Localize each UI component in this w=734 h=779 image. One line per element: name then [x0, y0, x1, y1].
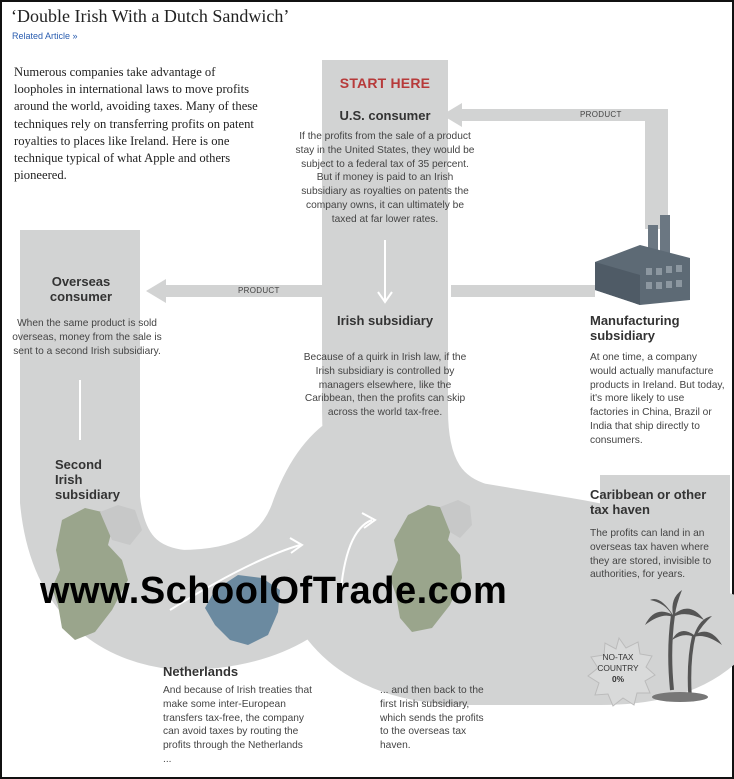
irish-subsidiary-body: Because of a quirk in Irish law, if the Irish subsidiary is controlled by managers elsewhere, like the Caribbean, then the profits can skip across the world tax-free. — [303, 352, 467, 419]
product-arrow-top-shaft — [455, 109, 580, 121]
start-here-label: START HERE — [339, 75, 431, 91]
second-irish-subsidiary-heading: Second Irish subsidiary — [55, 457, 121, 502]
caribbean-heading: Caribbean or other tax haven — [590, 487, 707, 517]
overseas-consumer-body: When the same product is sold overseas, money from the sale is sent to a second Irish subsidiary. — [12, 318, 162, 357]
product-arrow-middle-right — [451, 285, 595, 297]
product-arrow-right-shaft — [645, 109, 668, 229]
back-to-first-irish-body: ... and then back to the first Irish subsidiary, which sends the profits to the overseas tax haven. — [380, 685, 484, 752]
no-tax-country-label — [583, 652, 653, 685]
no-tax-rate: 0% — [611, 674, 625, 684]
page-title: ‘Double Irish With a Dutch Sandwich’ — [11, 6, 290, 26]
product-arrow-middle-head — [146, 279, 166, 303]
factory-icon — [595, 215, 690, 305]
related-article-link[interactable]: Related Article » — [12, 31, 78, 41]
product-label-middle: PRODUCT — [238, 286, 280, 295]
watermark-text: www.SchoolOfTrade.com — [40, 570, 508, 612]
us-consumer-body: If the profits from the sale of a product stay in the United States, they would be subject to a federal tax of 35 percent. But if money is paid to an Irish subsidiary as royalties on patents the company owns, it can ultimately be taxed at far lower rates. — [295, 131, 475, 225]
netherlands-body: And because of Irish treaties that make some inter-European transfers tax-free, the company can avoid taxes by routing the profits through the Netherlands ... — [163, 685, 312, 765]
no-tax-line1: NO-TAX — [602, 652, 634, 662]
product-label-top: PRODUCT — [580, 110, 622, 119]
intro-text: Numerous companies take advantage of loopholes in international laws to move profits around the world, avoiding taxes. Many of these techniques rely on transferring profits on patent royalties to places like Ireland. Here is one technique typical of what Apple and others pioneered. — [14, 65, 258, 183]
us-consumer-heading: U.S. consumer — [339, 108, 431, 123]
overseas-consumer-heading: Overseas consumer — [49, 274, 113, 304]
irish-subsidiary-heading: Irish subsidiary — [336, 313, 434, 328]
manufacturing-subsidiary-body: At one time, a company would actually manufacture products in Ireland. But today, it's more likely to use factories in China, Brazil or India that ship directly to consumers. — [590, 352, 725, 446]
no-tax-line2: COUNTRY — [597, 663, 639, 673]
netherlands-heading: Netherlands — [163, 664, 239, 679]
caribbean-body: The profits can land in an overseas tax haven where they are stored, invisible to authorities, for years. — [590, 528, 712, 581]
manufacturing-subsidiary-heading: Manufacturing subsidiary — [590, 313, 680, 343]
